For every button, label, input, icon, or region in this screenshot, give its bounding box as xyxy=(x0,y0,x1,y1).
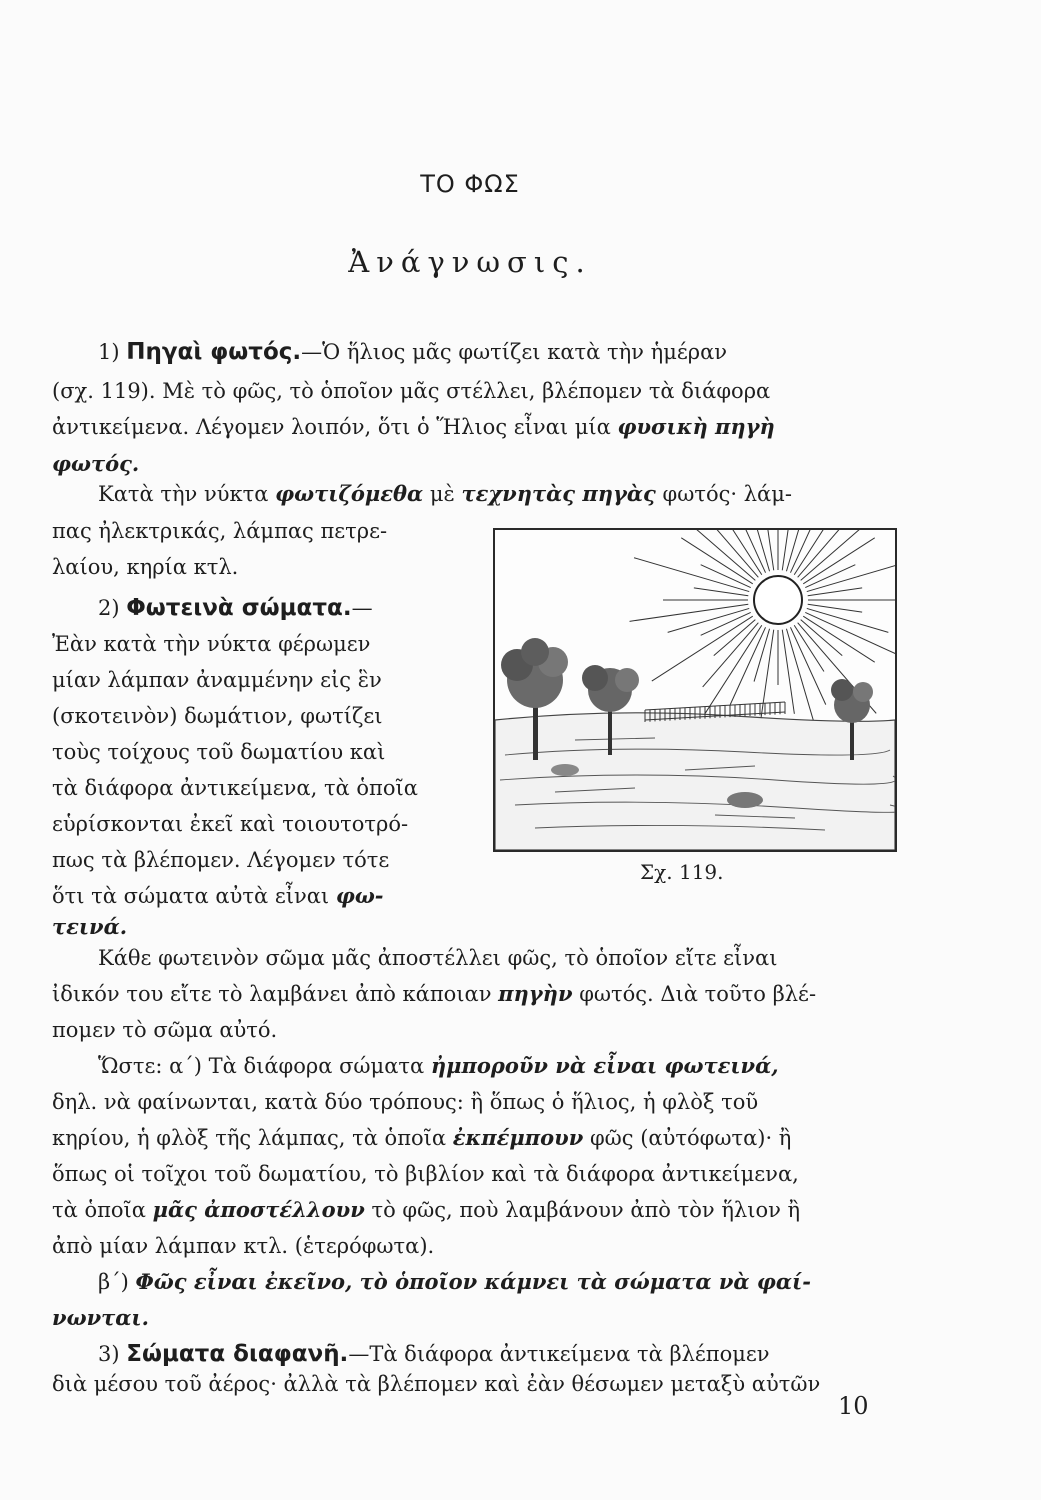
p5-text-5c: τὸ φῶς, ποὺ λαμβάνουν ἀπὸ τὸν ἥλιον ἢ xyxy=(364,1198,801,1222)
p3-line-6: εὑρίσκονται ἐκεῖ καὶ τοιουτοτρό- xyxy=(52,812,409,836)
p5-line-4: ὅπως οἱ τοῖχοι τοῦ δωματίου, τὸ βιβλίον καὶ τὰ διάφορα ἀντικείμενα, xyxy=(52,1162,799,1186)
section-title: Ἀνάγνωσις. xyxy=(348,245,592,279)
figure-caption: Σχ. 119. xyxy=(640,860,724,884)
sun-ray xyxy=(668,608,750,632)
shrub xyxy=(727,792,763,808)
p4-text-2a: ἰδικόν του εἴτε τὸ λαμβάνει ἀπὸ κάποιαν xyxy=(52,982,499,1006)
emphasis-light: φωτός. xyxy=(52,451,140,476)
p5-line-2: δηλ. νὰ φαίνωνται, κατὰ δύο τρόπους: ἢ ὅπως ὁ ἥλιος, ἡ φλὸξ τοῦ xyxy=(52,1090,759,1114)
p1-text-1: —Ὁ ἥλιος μᾶς φωτίζει κατὰ τὴν ἡμέραν xyxy=(301,340,728,364)
sun-landscape-illustration xyxy=(495,530,895,850)
page-number: 10 xyxy=(838,1392,869,1420)
p3-dash: — xyxy=(351,596,373,620)
p5-text-3c: φῶς (αὐτόφωτα)· ἢ xyxy=(583,1126,792,1150)
p2-line-1 xyxy=(52,480,902,508)
sun-ray xyxy=(701,612,751,635)
p3-line-1: Ἐὰν κατὰ τὴν νύκτα φέρωμεν xyxy=(52,632,371,656)
p3-line-5: τὰ διάφορα ἀντικείμενα, τὰ ὁποῖα xyxy=(52,776,418,800)
p6-text-1a: β΄) xyxy=(98,1270,136,1294)
sun-ray xyxy=(703,623,759,687)
p3-line-9 xyxy=(52,913,447,941)
p4-text-2c: φωτός. Διὰ τοῦτο βλέ- xyxy=(572,982,817,1006)
ground xyxy=(495,713,895,850)
p4-line-2 xyxy=(52,980,902,1008)
p5-text-1a: Ὥστε: α΄) Τὰ διάφορα σώματα xyxy=(98,1054,431,1078)
p2-line-2: πας ἠλεκτρικάς, λάμπας πετρε- xyxy=(52,519,388,543)
p1-line-2: (σχ. 119). Μὲ τὸ φῶς, τὸ ὁποῖον μᾶς στέλλει, βλέπομεν τὰ διάφορα xyxy=(52,379,771,403)
p3-heading: Φωτεινὰ σώματα. xyxy=(126,595,352,621)
p5-line-6: ἀπὸ μίαν λάμπαν κτλ. (ἑτερόφωτα). xyxy=(52,1234,435,1258)
p5-text-5a: τὰ ὁποῖα xyxy=(52,1198,153,1222)
p4-text-1: Κάθε φωτεινὸν σῶμα μᾶς ἀποστέλλει φῶς, τὸ ὁποῖον εἴτε εἶναι xyxy=(98,946,778,970)
p3-line-7: πως τὰ βλέπομεν. Λέγομεν τότε xyxy=(52,848,390,872)
p3-line-3: (σκοτεινὸν) δωμάτιον, φωτίζει xyxy=(52,704,383,728)
p7-text-1: —Τὰ διάφορα ἀντικείμενα τὰ βλέπομεν xyxy=(348,1342,770,1366)
sun-ray xyxy=(807,558,895,592)
sun-ray xyxy=(634,558,749,592)
sun-ray xyxy=(701,565,751,588)
p3-line-heading xyxy=(52,594,447,622)
shrub xyxy=(551,764,579,776)
sun-icon xyxy=(754,576,802,624)
emphasis-source: πηγὴν xyxy=(498,981,573,1006)
p1-number: 1) xyxy=(98,340,120,364)
emphasis-artificial-sources: τεχνητὰς πηγὰς xyxy=(461,481,656,506)
p7-heading: Σώματα διαφανῆ. xyxy=(126,1341,349,1367)
p5-line-3 xyxy=(52,1124,902,1152)
emphasis-emit: ἐκπέμπουν xyxy=(452,1125,584,1150)
emphasis-can-be-luminous: ἠμποροῦν νὰ εἶναι φωτεινά, xyxy=(430,1053,779,1078)
p1-line-4 xyxy=(52,450,902,478)
sun-ray xyxy=(782,630,794,714)
p2-text-1a: Κατὰ τὴν νύκτα xyxy=(98,482,276,506)
sun-ray xyxy=(697,625,762,726)
p6-line-1 xyxy=(52,1268,902,1296)
p3-line-8 xyxy=(52,882,447,910)
sun-ray xyxy=(798,530,854,577)
p7-number: 3) xyxy=(98,1342,120,1366)
sun-ray xyxy=(652,616,753,681)
p1-line-3 xyxy=(52,413,902,441)
p3-line-2: μίαν λάμπαν ἀναμμένην εἰς ἓν xyxy=(52,668,382,692)
p6-line-2 xyxy=(52,1304,902,1332)
p5-line-1 xyxy=(52,1052,902,1080)
sun-ray xyxy=(805,565,855,588)
p5-text-3a: κηρίου, ἡ φλὸξ τῆς λάμπας, τὰ ὁποῖα xyxy=(52,1126,453,1150)
figure-sun-landscape xyxy=(493,528,897,852)
sun-ray xyxy=(805,612,895,662)
p3-text-8a: ὅτι τὰ σώματα αὐτὰ εἶναι xyxy=(52,884,336,908)
sun-ray xyxy=(665,530,756,580)
p3-number: 2) xyxy=(98,596,120,620)
emphasis-luminous: φω- xyxy=(335,883,384,908)
p4-line-1 xyxy=(52,944,902,972)
sun-ray xyxy=(703,530,759,577)
emphasis-light-definition-end: νωνται. xyxy=(52,1305,149,1330)
p2-line-3: λαίου, κηρία κτλ. xyxy=(52,555,239,579)
sun-ray xyxy=(801,530,892,580)
p7-line-1 xyxy=(52,1340,902,1368)
emphasis-light-definition: Φῶς εἶναι ἐκεῖνο, τὸ ὁποῖον κάμνει τὰ σώματα νὰ φαί- xyxy=(135,1269,811,1294)
p1-heading: Πηγαὶ φωτός. xyxy=(126,339,302,365)
sun-ray xyxy=(807,608,889,632)
p2-text-1e: φωτός· λάμ- xyxy=(655,482,792,506)
p1-text-3a: ἀντικείμενα. Λέγομεν λοιπόν, ὅτι ὁ Ἥλιος εἶναι μία xyxy=(52,415,618,439)
p7-line-2: διὰ μέσου τοῦ ἀέρος· ἀλλὰ τὰ βλέπομεν καὶ ἐὰν θέσωμεν μεταξὺ αὐτῶν xyxy=(52,1372,821,1396)
emphasis-natural-source: φυσικὴ πηγὴ xyxy=(617,414,775,439)
emphasis-send-us: μᾶς ἀποστέλλουν xyxy=(152,1197,365,1222)
emphasis-luminous-end: τεινά. xyxy=(52,914,128,939)
p2-text-1c: μὲ xyxy=(423,482,462,506)
p1-line-1 xyxy=(52,338,902,366)
sun-ray xyxy=(630,604,749,621)
chapter-title: ΤΟ ΦΩΣ xyxy=(420,170,520,198)
p3-line-4: τοὺς τοίχους τοῦ δωματίου καὶ xyxy=(52,740,386,764)
p4-line-3: πομεν τὸ σῶμα αὐτό. xyxy=(52,1018,278,1042)
emphasis-lit: φωτιζόμεθα xyxy=(275,481,424,506)
p5-line-5 xyxy=(52,1196,902,1224)
